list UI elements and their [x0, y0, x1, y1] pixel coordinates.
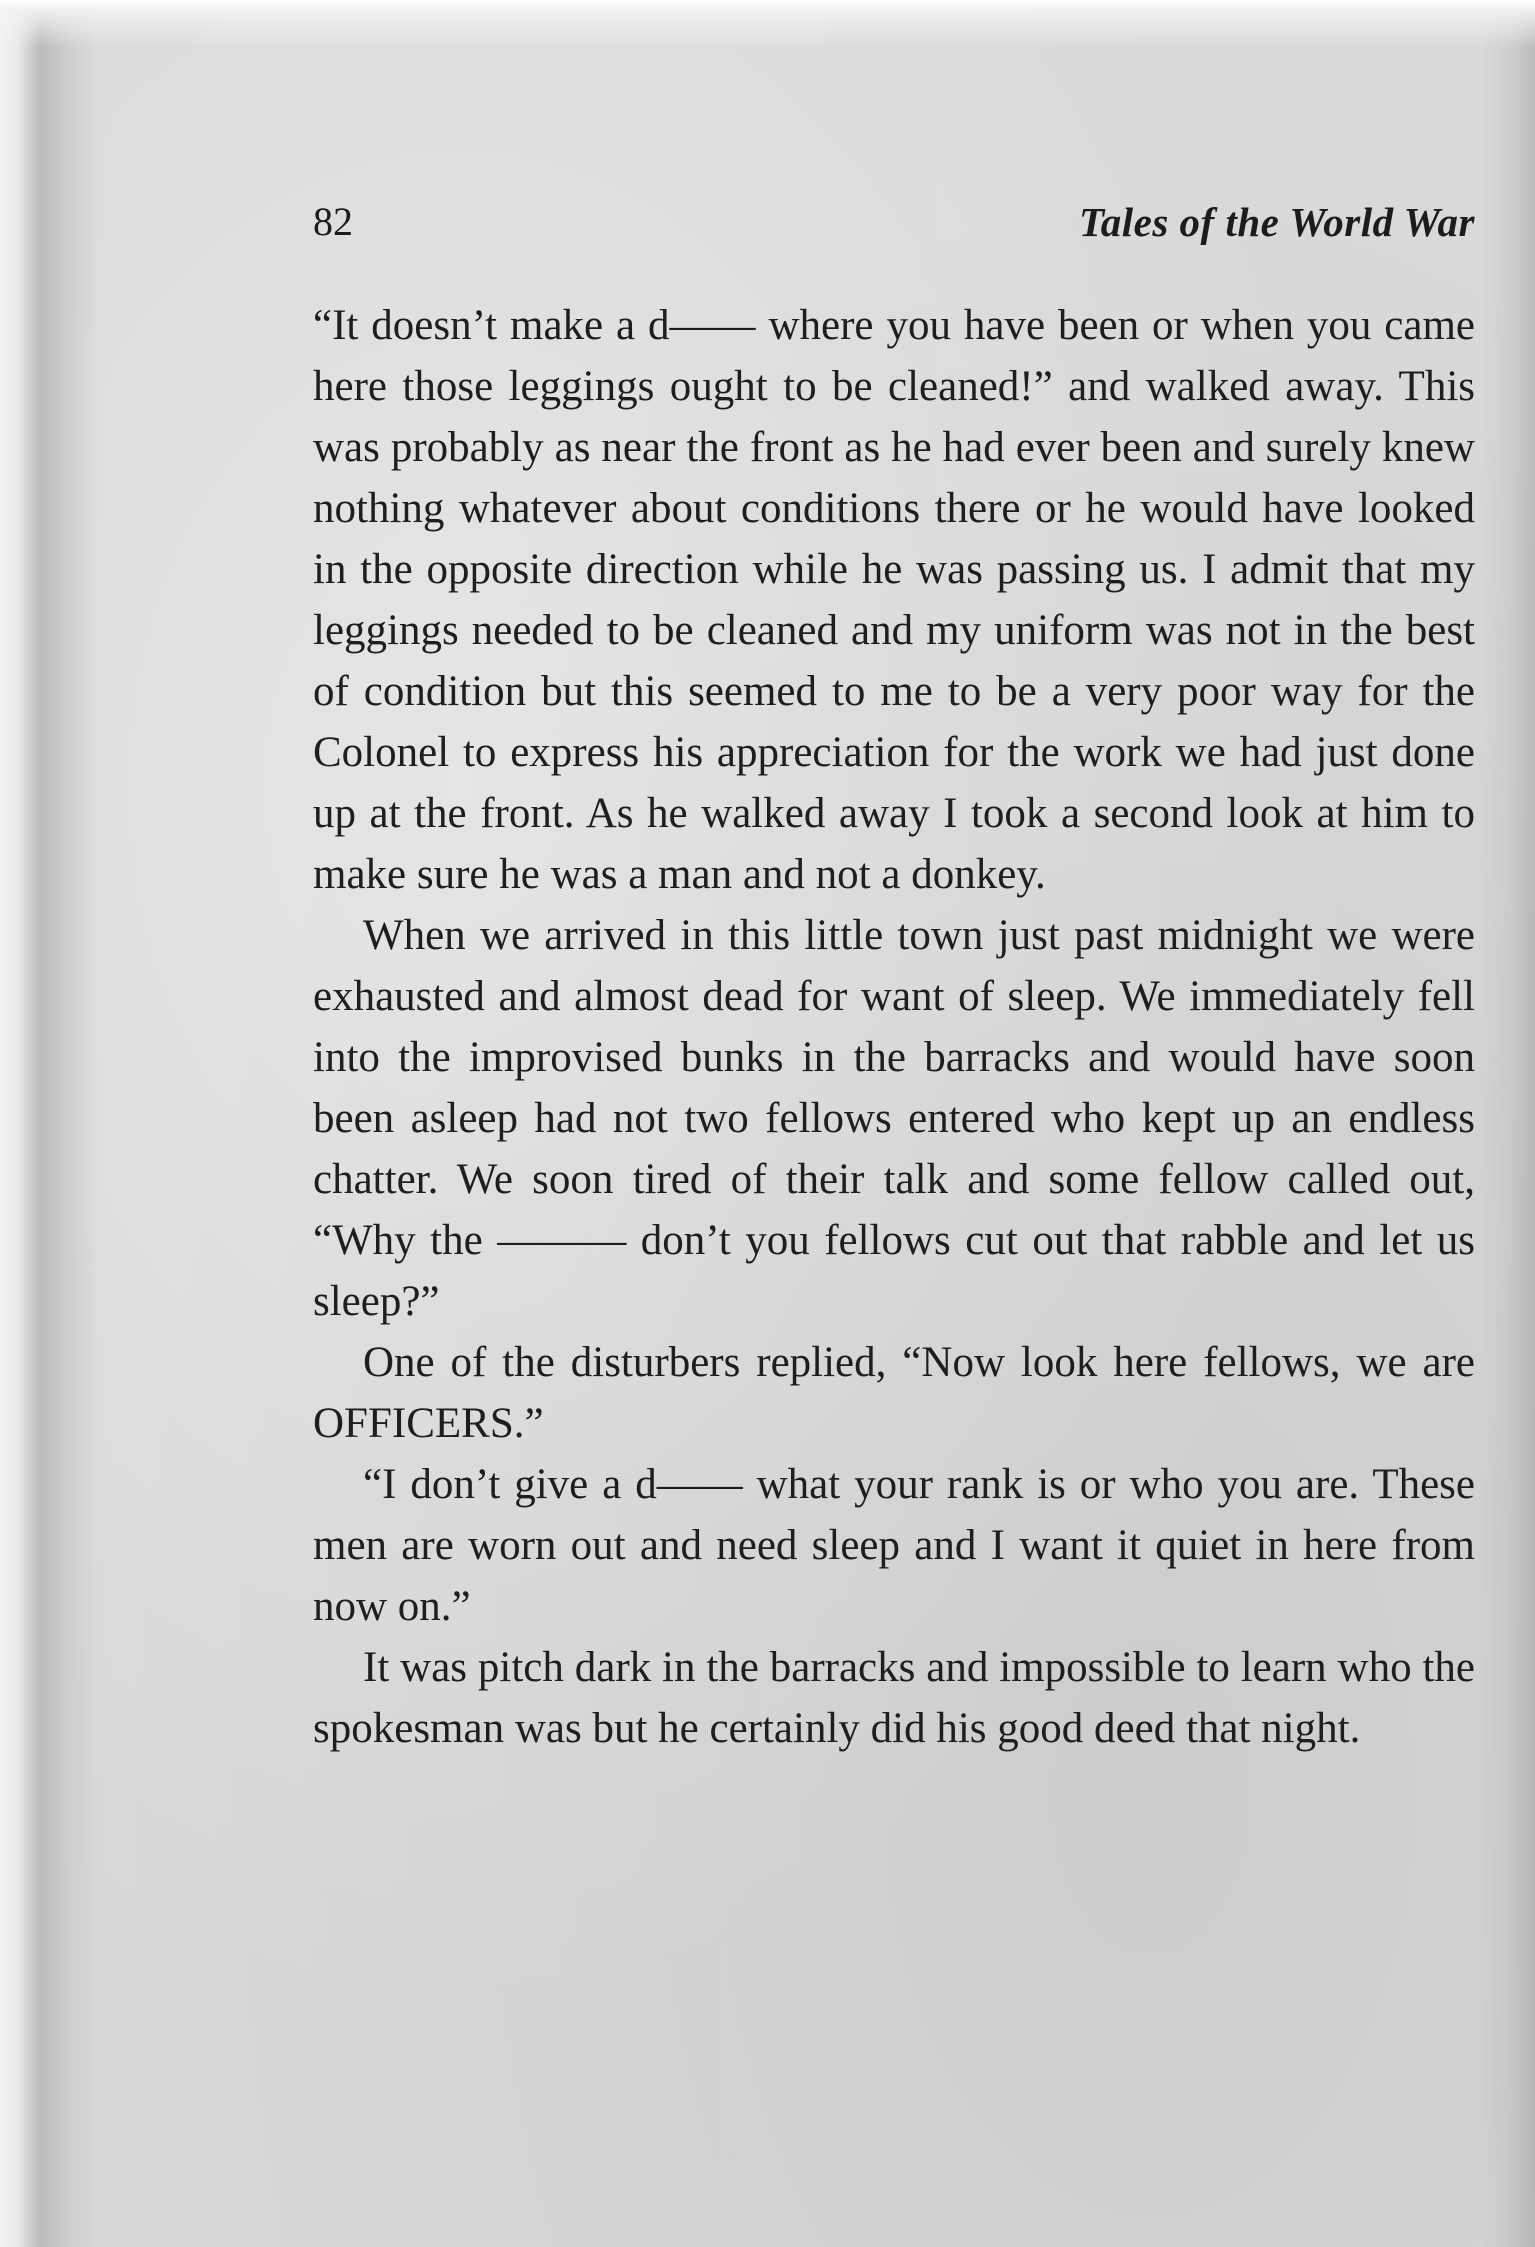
running-title: Tales of the World War	[1078, 199, 1475, 245]
page-header	[313, 192, 1475, 252]
page-top-edge	[0, 0, 1535, 48]
book-spine-shadow	[0, 0, 95, 2247]
paragraph-1: “It doesn’t make a d—— where you have been or when you came here those leggings ought to be cleaned!” and walked away. This was probably as near the front as he had ever been and surely knew nothing whatever about conditions there or he would have looked in the opposite direction while he was passing us. I admit that my leggings needed to be cleaned and my uniform was not in the best of condition but this seemed to me to be a very poor way for the Colonel to express his appreciation for the work we had just done up at the front. As he walked away I took a second look at him to make sure he was a man and not a donkey.	[313, 302, 1475, 898]
paragraph-5: It was pitch dark in the barracks and impossible to learn who the spokesman was but he certainly did his good deed that night.	[313, 1644, 1475, 1752]
paragraph-4: “I don’t give a d—— what your rank is or who you are. These men are worn out and need sleep and I want it quiet in here from now on.”	[313, 1461, 1475, 1630]
paragraph-2: When we arrived in this little town just past midnight we were exhausted and almost dead for want of sleep. We immediately fell into the improvised bunks in the barracks and would have soon been asleep had not two fellows entered who kept up an endless chatter. We soon tired of their talk and some fellow called out, “Why the ——— don’t you fellows cut out that rabble and let us sleep?”	[313, 912, 1475, 1325]
page-body	[313, 295, 1475, 1759]
paragraph-3: One of the disturbers replied, “Now look here fellows, we are OFFICERS.”	[313, 1339, 1475, 1447]
page-number: 82	[313, 199, 353, 244]
